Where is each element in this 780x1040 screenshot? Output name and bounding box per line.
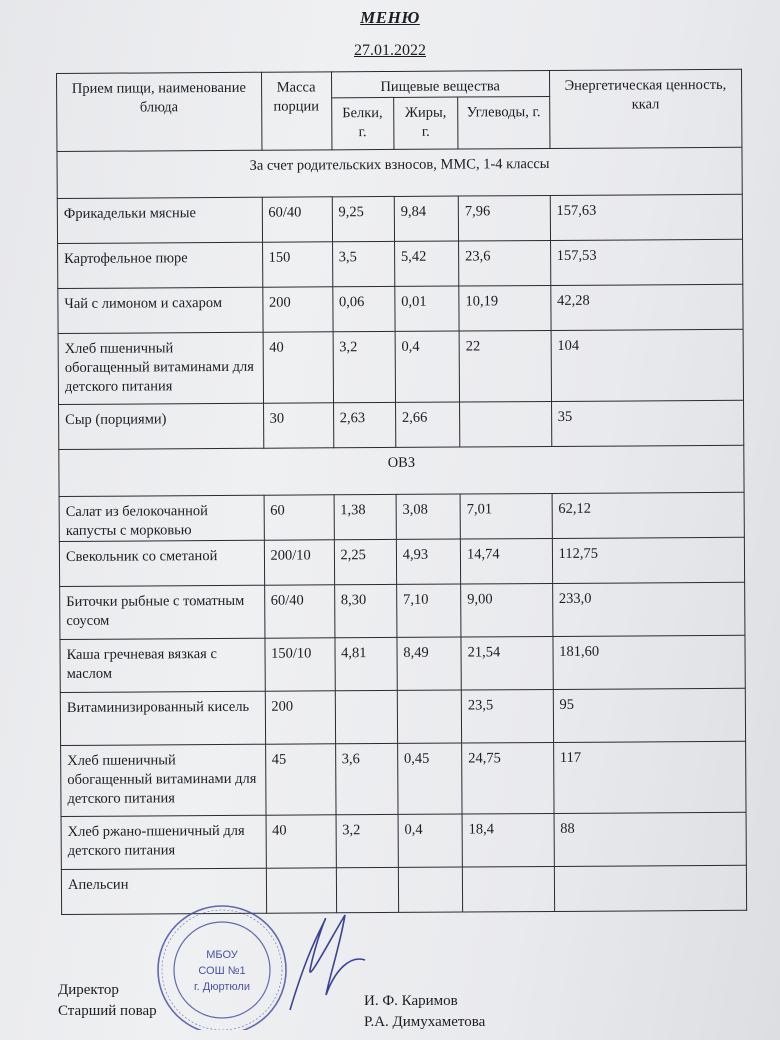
- cell-proteins: [335, 690, 398, 743]
- cell-fats: [397, 690, 462, 743]
- cell-proteins: 2,25: [334, 539, 397, 584]
- cell-energy: 42,28: [550, 284, 743, 330]
- header-meal: Прием пищи, наименование блюда: [57, 72, 262, 151]
- cell-fats: 2,66: [395, 402, 459, 447]
- cell-dish-name: Салат из белокочанной капусты с морковью: [59, 495, 264, 541]
- cell-carbs: 7,01: [460, 493, 552, 539]
- cell-proteins: 3,2: [333, 331, 396, 402]
- director-title: Директор: [58, 982, 119, 998]
- table-row: [59, 400, 744, 449]
- cell-mass: 200/10: [264, 540, 334, 585]
- cell-energy: 181,60: [553, 635, 746, 689]
- cell-dish-name: Биточки рыбные с томатным соусом: [60, 585, 265, 639]
- section-row: [57, 147, 742, 198]
- cell-dish-name: Апельсин: [61, 868, 266, 914]
- cell-fats: 4,93: [396, 539, 460, 584]
- signature-icon: [290, 915, 365, 1010]
- director-name: И. Ф. Каримов: [364, 993, 458, 1009]
- header-carbs: Углеводы, г.: [458, 96, 550, 149]
- stamp-org: МБОУ: [206, 949, 238, 961]
- cell-fats: [398, 867, 462, 912]
- cell-carbs: 23,5: [461, 689, 553, 743]
- table-row: [58, 239, 743, 288]
- cook-title: Старший повар: [58, 1003, 157, 1019]
- cell-energy: 157,63: [550, 194, 743, 240]
- cell-dish-name: Сыр (порциями): [59, 403, 264, 449]
- cell-mass: 200: [265, 691, 335, 744]
- cell-carbs: 21,54: [461, 636, 553, 690]
- section-title: За счет родительских взносов, ММС, 1-4 классы: [57, 147, 742, 198]
- document-title: МЕНЮ: [360, 8, 420, 27]
- stamp-school: СОШ №1: [198, 965, 246, 977]
- cell-mass: 150/10: [264, 638, 334, 691]
- signature-names: [364, 991, 485, 1033]
- cell-fats: 0,4: [395, 331, 460, 402]
- cell-energy: 95: [553, 688, 746, 742]
- cell-mass: 150: [262, 242, 332, 287]
- cell-energy: 157,53: [550, 239, 743, 285]
- cell-mass: 60/40: [264, 585, 334, 638]
- cell-mass: 30: [263, 403, 333, 448]
- cell-energy: 112,75: [552, 537, 745, 583]
- cell-mass: 40: [266, 815, 336, 868]
- cell-proteins: 0,06: [332, 286, 395, 331]
- cell-proteins: 8,30: [334, 584, 397, 637]
- cell-carbs: 23,6: [459, 240, 551, 286]
- cell-carbs: 9,00: [461, 583, 553, 637]
- school-stamp: [140, 900, 400, 1030]
- cell-fats: 9,84: [394, 196, 458, 241]
- cell-fats: 7,10: [396, 584, 461, 637]
- signature-titles: [58, 980, 157, 1022]
- cell-energy: 88: [554, 812, 747, 866]
- cell-carbs: [460, 401, 552, 447]
- cell-proteins: 3,2: [336, 814, 399, 867]
- cell-energy: 62,12: [552, 492, 745, 538]
- cell-carbs: 10,19: [459, 285, 551, 331]
- cell-mass: 60/40: [262, 197, 332, 242]
- table-row: [60, 688, 745, 745]
- cook-name: Р.А. Димухаметова: [364, 1014, 486, 1030]
- cell-proteins: 3,5: [332, 241, 395, 286]
- cell-dish-name: Чай с лимоном и сахаром: [58, 287, 263, 333]
- cell-carbs: 7,96: [458, 195, 550, 241]
- header-mass: Масса порции: [261, 72, 332, 150]
- cell-proteins: 3,6: [335, 743, 398, 814]
- cell-fats: 0,45: [397, 743, 462, 814]
- cell-carbs: 22: [459, 330, 551, 402]
- cell-carbs: 18,4: [462, 813, 554, 867]
- cell-mass: 40: [263, 332, 333, 403]
- table-row: [61, 812, 746, 869]
- section-title: ОВЗ: [59, 445, 744, 496]
- cell-energy: 104: [551, 329, 744, 401]
- cell-energy: [554, 865, 747, 911]
- table-row: [59, 537, 744, 586]
- header-energy: Энергетическая ценность, ккал: [549, 69, 742, 148]
- stamp-city: г. Дюртюли: [194, 981, 250, 993]
- table-row: [60, 582, 745, 639]
- cell-proteins: 9,25: [332, 196, 395, 241]
- cell-energy: 233,0: [552, 582, 745, 636]
- table-row: [61, 741, 746, 816]
- cell-fats: 0,4: [398, 814, 463, 867]
- table-row: [57, 194, 742, 243]
- cell-fats: 0,01: [395, 286, 459, 331]
- cell-fats: 3,08: [396, 494, 460, 539]
- cell-dish-name: Хлеб ржано-пшеничный для детского питания: [61, 815, 266, 869]
- cell-proteins: 1,38: [334, 494, 397, 539]
- header-fats: Жиры, г.: [393, 97, 458, 149]
- cell-dish-name: Хлеб пшеничный обогащенный витаминами для детского питания: [58, 332, 263, 404]
- document-date: 27.01.2022: [354, 42, 426, 59]
- cell-carbs: 24,75: [462, 742, 554, 814]
- cell-carbs: 14,74: [460, 538, 552, 584]
- menu-table-body: [57, 147, 747, 914]
- cell-dish-name: Хлеб пшеничный обогащенный витаминами для детского питания: [61, 744, 266, 816]
- cell-dish-name: Каша гречневая вязкая с маслом: [60, 638, 265, 692]
- cell-energy: 117: [553, 741, 746, 813]
- cell-proteins: 2,63: [333, 402, 396, 447]
- section-row: [59, 445, 744, 496]
- cell-dish-name: Витаминизированный кисель: [60, 691, 265, 745]
- cell-proteins: 4,81: [335, 637, 398, 690]
- cell-carbs: [462, 866, 554, 912]
- table-row: [59, 492, 744, 541]
- table-row: [58, 284, 743, 333]
- table-row: [60, 635, 745, 692]
- cell-mass: 200: [262, 287, 332, 332]
- cell-fats: 5,42: [394, 241, 458, 286]
- menu-table: [56, 69, 747, 915]
- cell-mass: 60: [264, 495, 334, 540]
- cell-dish-name: Свекольник со сметаной: [59, 540, 264, 586]
- header-nutrients: Пищевые вещества: [331, 70, 549, 97]
- table-header-row: [57, 69, 742, 99]
- cell-dish-name: Картофельное пюре: [58, 242, 263, 288]
- header-proteins: Белки, г.: [331, 97, 394, 149]
- cell-energy: 35: [551, 400, 744, 446]
- cell-dish-name: Фрикадельки мясные: [57, 197, 262, 243]
- table-row: [58, 329, 743, 404]
- cell-mass: 45: [265, 744, 335, 815]
- cell-fats: 8,49: [397, 637, 462, 690]
